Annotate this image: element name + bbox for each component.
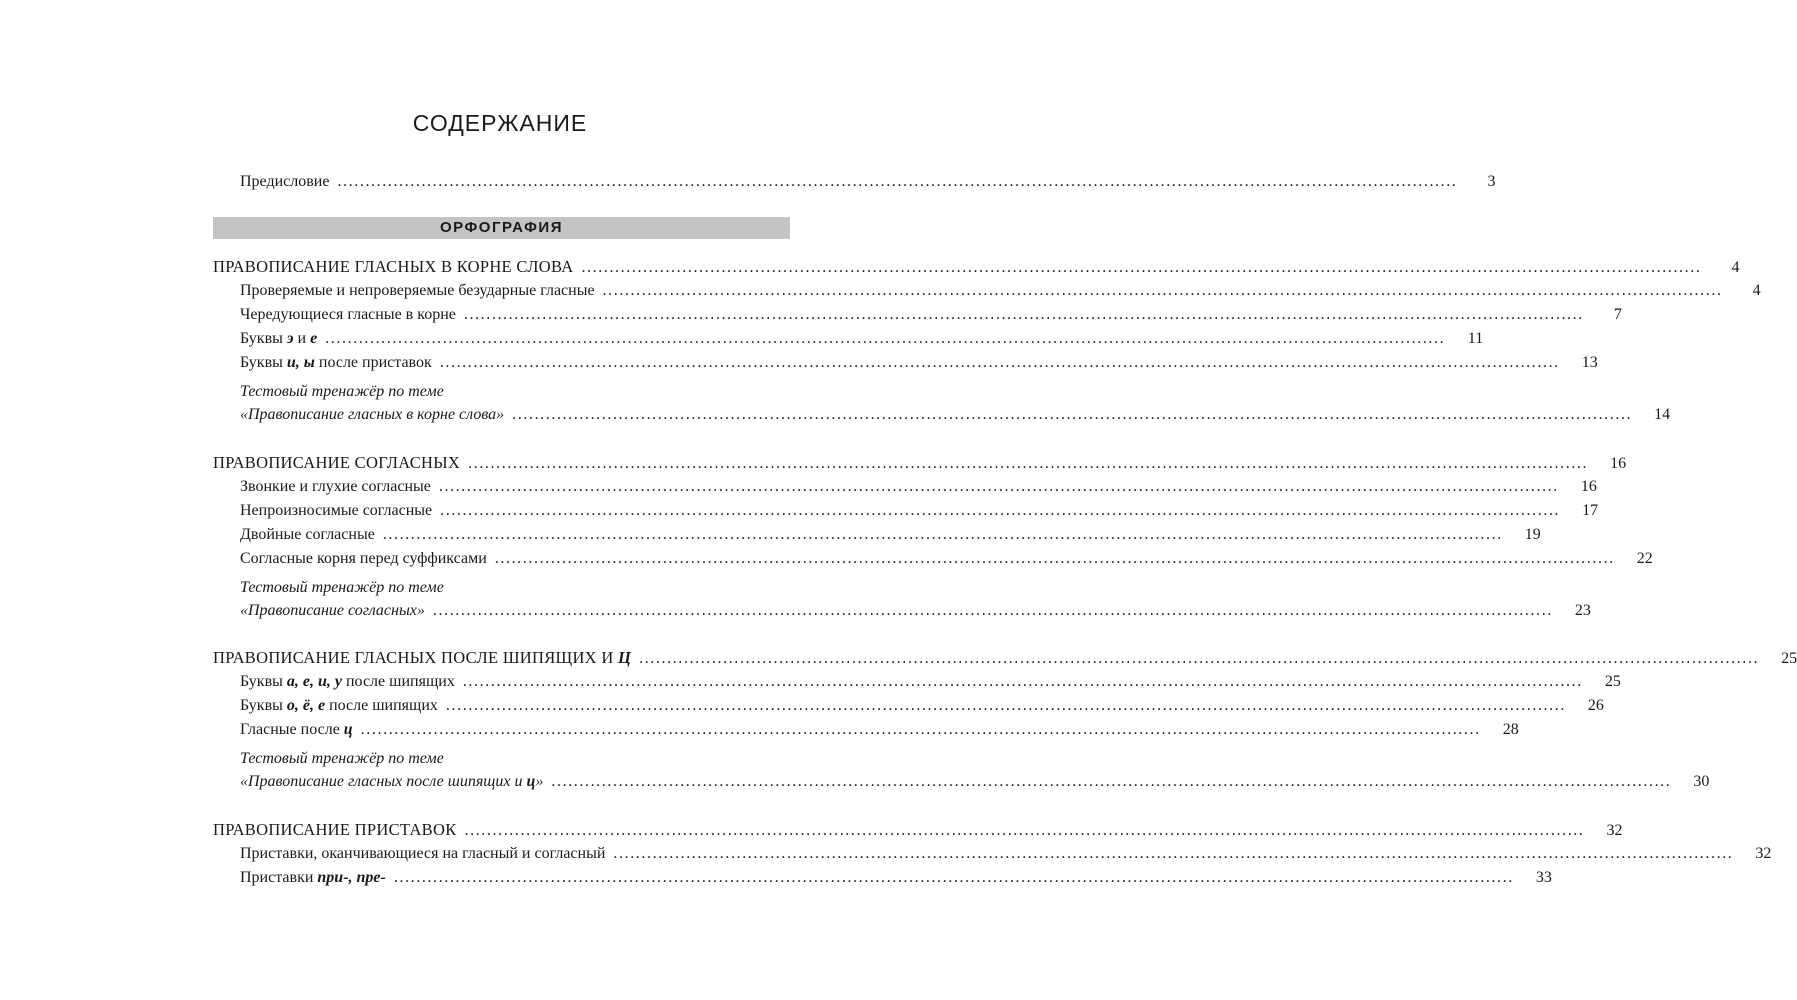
toc-page-number: 25: [1604, 673, 1621, 690]
leader-dots: ........................................................................................................................................................................................................: [464, 822, 1585, 839]
toc-page-number: 4: [1752, 282, 1761, 299]
toc-page-number: 7: [1613, 306, 1622, 323]
toc-page-number: 4: [1731, 259, 1740, 276]
leader-dots: ........................................................................................................................................................................................................: [602, 282, 1723, 299]
toc-entry[interactable]: [240, 475, 1597, 499]
toc-page-number: 26: [1587, 697, 1604, 714]
toc-entry[interactable]: [240, 694, 1604, 718]
toc-entry[interactable]: [240, 842, 1772, 866]
leader-dots: ........................................................................................................................................................................................................: [360, 721, 1481, 738]
toc-page-number: 14: [1654, 406, 1671, 423]
toc-entry[interactable]: [240, 499, 1599, 523]
toc-page-number: 25: [1781, 650, 1797, 667]
page-title: СОДЕРЖАНИЕ: [412, 110, 588, 136]
toc-entry-label: Гласные после ц: [240, 721, 353, 738]
toc-entry-label: «Правописание гласных после шипящих и ц»: [240, 773, 544, 790]
leader-dots: ........................................................................................................................................................................................................: [440, 502, 1561, 519]
toc-entry-label: Приставки при-, пре-: [240, 869, 386, 886]
toc-page-number: 30: [1693, 773, 1710, 790]
toc-entry[interactable]: [240, 327, 1484, 351]
toc-entry-label: Приставки, оканчивающиеся на гласный и согласный: [240, 845, 606, 862]
toc-entry-label: Буквы а, е, и, у после шипящих: [240, 673, 455, 690]
toc-entry[interactable]: [240, 718, 1519, 742]
toc-entry-label: Звонкие и глухие согласные: [240, 478, 431, 495]
trainer-caption: Тестовый тренажёр по теме: [240, 579, 444, 596]
toc-section-title: ПРАВОПИСАНИЕ СОГЛАСНЫХ: [213, 453, 461, 472]
part-header-orthography: ОРФОГРАФИЯ: [213, 217, 790, 239]
toc-section-title: ПРАВОПИСАНИЕ ПРИСТАВОК: [213, 820, 457, 839]
leader-dots: ........................................................................................................................................................................................................: [613, 845, 1734, 862]
toc-page-number: 3: [1487, 173, 1496, 190]
toc-entry[interactable]: [240, 279, 1761, 303]
leader-dots: ........................................................................................................................................................................................................: [438, 478, 1559, 495]
toc-page-number: 16: [1610, 455, 1627, 472]
leader-dots: ........................................................................................................................................................................................................: [432, 602, 1553, 619]
toc-entry-preface[interactable]: [240, 170, 1496, 194]
toc-page-number: 32: [1755, 845, 1772, 862]
toc-entry-label: «Правописание гласных в корне слова»: [240, 406, 505, 423]
toc-entry-trainer[interactable]: [240, 599, 1591, 623]
leader-dots: ........................................................................................................................................................................................................: [439, 354, 1560, 371]
leader-dots: ........................................................................................................................................................................................................: [468, 455, 1589, 472]
leader-dots: ........................................................................................................................................................................................................: [581, 259, 1702, 276]
toc-entry-label: Чередующиеся гласные в корне: [240, 306, 456, 323]
toc-page-number: 19: [1524, 526, 1541, 543]
toc-section-title: ПРАВОПИСАНИЕ ГЛАСНЫХ ПОСЛЕ ШИПЯЩИХ И Ц: [213, 648, 632, 667]
toc-section-title: ПРАВОПИСАНИЕ ГЛАСНЫХ В КОРНЕ СЛОВА: [213, 257, 574, 276]
toc-entry-label: Буквы о, ё, е после шипящих: [240, 697, 438, 714]
toc-entry-label: Буквы и, ы после приставок: [240, 354, 432, 371]
toc-page-number: 33: [1535, 869, 1552, 886]
leader-dots: ........................................................................................................................................................................................................: [512, 406, 1633, 423]
toc-page-number: 23: [1574, 602, 1591, 619]
toc-entry[interactable]: [240, 547, 1653, 571]
toc-page-number: 17: [1582, 502, 1599, 519]
toc-entry-label: Двойные согласные: [240, 526, 375, 543]
leader-dots: ........................................................................................................................................................................................................: [551, 773, 1672, 790]
leader-dots: ........................................................................................................................................................................................................: [462, 673, 1583, 690]
leader-dots: ........................................................................................................................................................................................................: [337, 173, 1458, 190]
toc-entry-label: «Правописание согласных»: [240, 602, 425, 619]
toc-entry[interactable]: [240, 866, 1552, 890]
leader-dots: ........................................................................................................................................................................................................: [463, 306, 1584, 323]
toc-section-vowels-root[interactable]: [213, 255, 1740, 279]
toc-entry[interactable]: [240, 303, 1622, 327]
leader-dots: ........................................................................................................................................................................................................: [445, 697, 1566, 714]
trainer-caption: Тестовый тренажёр по теме: [240, 383, 444, 400]
toc-page-number: 13: [1581, 354, 1598, 371]
toc-section-vowels-after-sibilants[interactable]: [213, 646, 1797, 670]
toc-entry[interactable]: [240, 523, 1541, 547]
toc-entry-label: Проверяемые и непроверяемые безударные гласные: [240, 282, 595, 299]
toc-entry-trainer[interactable]: [240, 403, 1671, 427]
toc-entry-label: Согласные корня перед суффиксами: [240, 550, 487, 567]
leader-dots: ........................................................................................................................................................................................................: [382, 526, 1503, 543]
toc-entry-label: Буквы э и е: [240, 330, 318, 347]
toc-section-prefixes[interactable]: [213, 818, 1623, 842]
toc-section-consonants[interactable]: [213, 451, 1627, 475]
toc-page-number: 11: [1467, 330, 1484, 347]
leader-dots: ........................................................................................................................................................................................................: [393, 869, 1514, 886]
trainer-caption: Тестовый тренажёр по теме: [240, 750, 444, 767]
toc-entry[interactable]: [240, 351, 1598, 375]
leader-dots: ........................................................................................................................................................................................................: [494, 550, 1615, 567]
toc-page-number: 22: [1636, 550, 1653, 567]
leader-dots: ........................................................................................................................................................................................................: [325, 330, 1446, 347]
toc-entry-label: Предисловие: [240, 173, 330, 190]
toc-page-number: 28: [1502, 721, 1519, 738]
toc-entry[interactable]: [240, 670, 1621, 694]
toc-page-number: 32: [1606, 822, 1623, 839]
toc-page-number: 16: [1580, 478, 1597, 495]
leader-dots: ........................................................................................................................................................................................................: [639, 650, 1760, 667]
toc-entry-label: Непроизносимые согласные: [240, 502, 433, 519]
toc-entry-trainer[interactable]: [240, 770, 1710, 794]
